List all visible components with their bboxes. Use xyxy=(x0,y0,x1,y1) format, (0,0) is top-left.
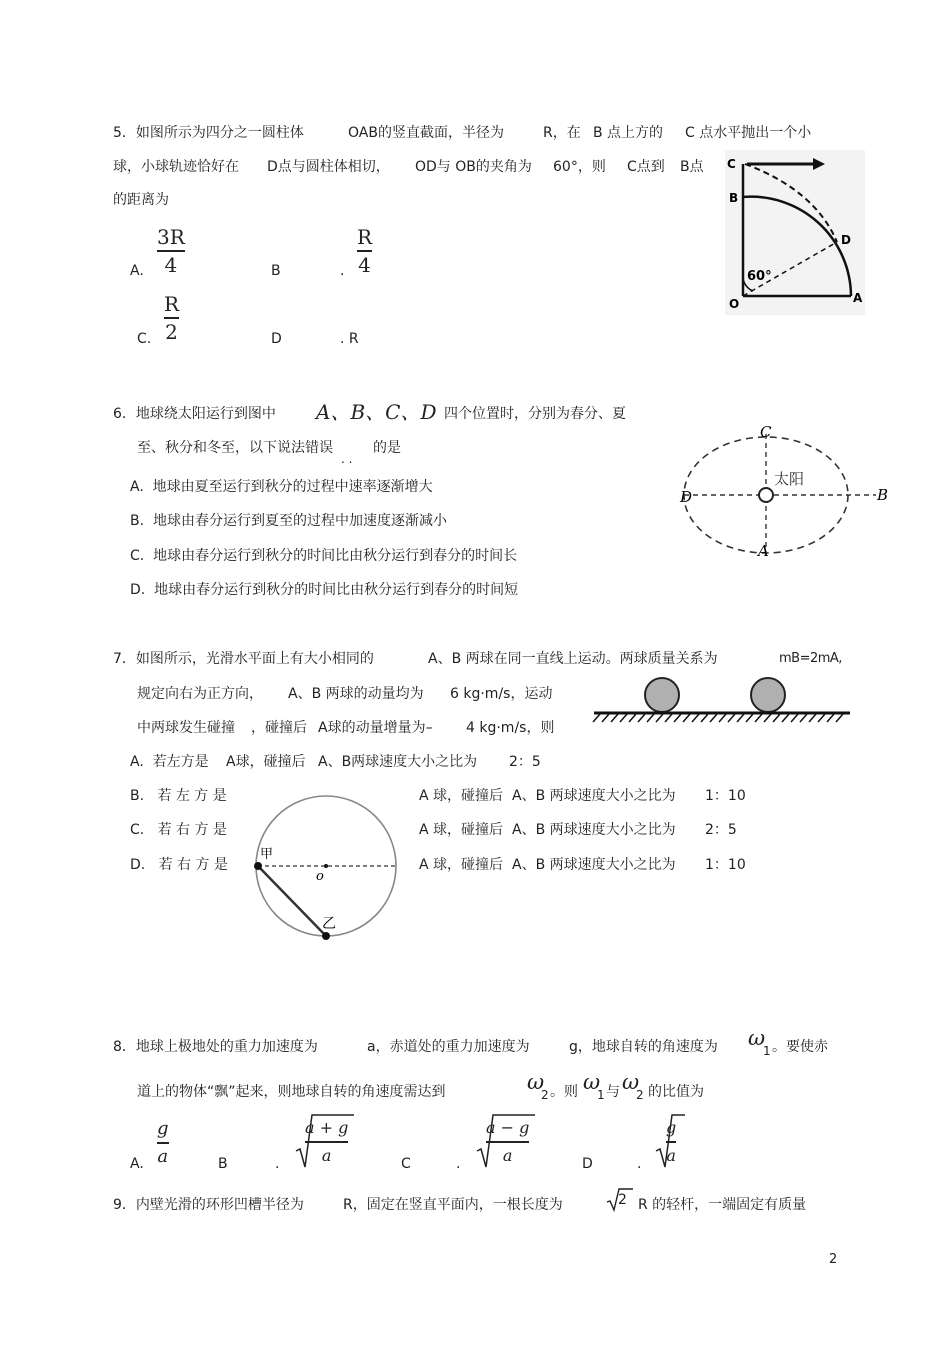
ground-hatch xyxy=(593,714,600,722)
q8-option-b-label: B xyxy=(218,1156,228,1172)
q8-text: 与 xyxy=(606,1084,620,1100)
sqrt-radicand: 2 xyxy=(618,1192,627,1208)
q7-text: 规定向右为正方向， xyxy=(137,686,263,702)
q8-option-a-label: A. xyxy=(130,1156,144,1172)
label-c: C xyxy=(727,157,736,171)
ground-hatch xyxy=(746,714,753,722)
numerator: g xyxy=(157,1118,169,1139)
ground-hatch xyxy=(638,714,645,722)
q7-option-d: A 球，碰撞后 xyxy=(419,857,504,873)
q7-option-a: 2：5 xyxy=(509,754,541,770)
q8-option-d-fraction xyxy=(666,1117,676,1167)
label-jia: 甲 xyxy=(260,847,274,862)
ground-hatch xyxy=(701,714,708,722)
ground-hatch xyxy=(656,714,663,722)
numerator: a + g xyxy=(305,1118,349,1137)
q7-option-c: C. 若 右 方 是 xyxy=(130,822,227,838)
q8-option-c-fraction xyxy=(486,1117,529,1167)
q7-option-d: A、B 两球速度大小之比为 xyxy=(512,857,676,873)
q5-text: D点与圆柱体相切， xyxy=(267,159,390,175)
ground-hatch xyxy=(764,714,771,722)
q5-text: OD与 OB的夹角为 xyxy=(415,159,532,175)
q7-text: A、B 两球的动量均为 xyxy=(288,686,424,702)
q5-text: 60°，则 xyxy=(553,159,606,175)
q5-option-a-label: A. xyxy=(130,263,144,279)
ground-hatch xyxy=(755,714,762,722)
q5-text: B 点上方的 xyxy=(593,125,664,141)
omega-1-symbol: ω xyxy=(583,1070,601,1094)
q5-option-b-dot: . xyxy=(340,263,345,279)
q8-option-b-dot: . xyxy=(275,1156,280,1172)
omega-2-symbol: ω xyxy=(527,1070,545,1094)
q5-text: C 点水平抛出一个小 xyxy=(685,125,812,141)
q8-text: 。要使赤 xyxy=(772,1039,828,1055)
q6-text: 四个位置时，分别为春分、夏 xyxy=(444,406,626,422)
q7-option-c: 2：5 xyxy=(705,822,737,838)
q7-text: 4 kg·m/s，则 xyxy=(466,720,555,736)
numerator: R xyxy=(164,292,180,316)
q9-text: R，固定在竖直平面内，一根长度为 xyxy=(343,1197,563,1213)
q7-text: 中两球发生碰撞 xyxy=(137,720,235,736)
q8-option-b-fraction xyxy=(305,1117,348,1167)
q7-option-d: D. 若 右 方 是 xyxy=(130,857,228,873)
q7-option-b: B. 若 左 方 是 xyxy=(130,788,227,804)
ground-hatch xyxy=(647,714,654,722)
label-d: D xyxy=(841,233,851,247)
q8-text: 8．地球上极地处的重力加速度为 xyxy=(113,1039,318,1055)
ground-hatch xyxy=(818,714,825,722)
q7-text: A、B 两球在同一直线上运动。两球质量关系为 xyxy=(428,651,718,667)
ground-hatch xyxy=(629,714,636,722)
label-d: D xyxy=(680,488,693,506)
denominator: a xyxy=(502,1145,513,1165)
denominator: 4 xyxy=(358,252,371,277)
q5-option-c-label: C. xyxy=(137,331,152,347)
ground-hatch xyxy=(719,714,726,722)
ground-hatch xyxy=(665,714,672,722)
q7-text: 7．如图所示，光滑水平面上有大小相同的 xyxy=(113,651,374,667)
q8-option-c-dot: . xyxy=(456,1156,461,1172)
q6-emphasis-dots: . . xyxy=(341,452,353,466)
q7-text: A球的动量增量为– xyxy=(318,720,433,736)
ground-hatch xyxy=(692,714,699,722)
numerator: 3R xyxy=(157,225,185,249)
q5-option-c-fraction xyxy=(164,293,179,343)
omega-2-subscript: 2 xyxy=(541,1088,549,1102)
q8-text: 的比值为 xyxy=(648,1084,704,1100)
q6-option-a: A. 地球由夏至运行到秋分的过程中速率逐渐增大 xyxy=(130,479,433,495)
q6-text: 6．地球绕太阳运行到图中 xyxy=(113,406,276,422)
label-a: A xyxy=(853,291,863,305)
q7-option-c: A、B 两球速度大小之比为 xyxy=(512,822,676,838)
ground-hatch xyxy=(773,714,780,722)
denominator: 2 xyxy=(165,319,178,344)
denominator: a xyxy=(666,1145,676,1165)
q7-circle-figure xyxy=(250,790,410,950)
q6-orbit-figure xyxy=(680,420,895,565)
ground-hatch xyxy=(683,714,690,722)
q7-option-a: A. 若左方是 xyxy=(130,754,209,770)
ground-hatch xyxy=(602,714,609,722)
ground-hatch xyxy=(809,714,816,722)
q9-text: 9．内壁光滑的环形凹槽半径为 xyxy=(113,1197,304,1213)
q5-text: OAB的竖直截面，半径为 xyxy=(348,125,504,141)
q8-text: a，赤道处的重力加速度为 xyxy=(367,1039,530,1055)
q7-text: ，碰撞后 xyxy=(251,720,307,736)
q7-option-b: 1：10 xyxy=(705,788,746,804)
q6-text: 至、秋分和冬至，以下说法错误 xyxy=(137,440,333,456)
omega-2-symbol: ω xyxy=(622,1070,640,1094)
ground-hatch xyxy=(611,714,618,722)
ground-hatch xyxy=(791,714,798,722)
numerator: R xyxy=(357,225,373,249)
page-number: 2 xyxy=(829,1252,838,1267)
q5-option-a-fraction xyxy=(157,226,185,276)
q5-text: R，在 xyxy=(543,125,581,141)
label-c: C xyxy=(760,423,772,441)
label-b: B xyxy=(877,486,889,504)
label-o: O xyxy=(729,297,740,311)
ground-hatch xyxy=(728,714,735,722)
q5-option-b-fraction xyxy=(357,226,372,276)
omega-2-subscript: 2 xyxy=(636,1088,644,1102)
ground-hatch xyxy=(836,714,843,722)
q6-option-d: D. 地球由春分运行到秋分的时间比由秋分运行到春分的时间短 xyxy=(130,582,519,598)
denominator: a xyxy=(321,1145,332,1165)
q7-option-c: A 球，碰撞后 xyxy=(419,822,504,838)
ground-hatch xyxy=(737,714,744,722)
q8-text: 道上的物体“飘”起来，则地球自转的角速度需达到 xyxy=(137,1084,446,1100)
q5-text: 的距离为 xyxy=(113,192,169,208)
q6-option-b: B. 地球由春分运行到夏至的过程中加速度逐渐减小 xyxy=(130,513,447,529)
q8-option-d-label: D xyxy=(582,1156,593,1172)
q8-text: 。则 xyxy=(550,1084,578,1100)
label-b: B xyxy=(729,191,739,205)
q5-quarter-cylinder-figure xyxy=(725,150,865,315)
q8-option-c-label: C xyxy=(401,1156,411,1172)
q8-option-d-dot: . xyxy=(637,1156,642,1172)
numerator: g xyxy=(666,1118,677,1137)
ground-hatch xyxy=(827,714,834,722)
label-yi: 乙 xyxy=(322,916,336,932)
denominator: 4 xyxy=(164,252,178,277)
omega-1-subscript: 1 xyxy=(763,1044,771,1058)
q5-text: C点到 xyxy=(627,159,665,175)
q6-option-c: C. 地球由春分运行到秋分的时间比由秋分运行到春分的时间长 xyxy=(130,548,518,564)
q7-option-a: A球，碰撞后 xyxy=(226,754,306,770)
q7-balls-figure xyxy=(592,676,852,724)
q7-option-b: A、B 两球速度大小之比为 xyxy=(512,788,676,804)
q8-text: g，地球自转的角速度为 xyxy=(569,1039,718,1055)
q6-text: 的是 xyxy=(373,440,401,456)
ground-hatch xyxy=(674,714,681,722)
q8-option-a-fraction xyxy=(157,1118,169,1168)
q5-option-b-label: B xyxy=(271,263,281,279)
omega-1-symbol: ω xyxy=(748,1026,766,1050)
ground-hatch xyxy=(710,714,717,722)
ground-hatch xyxy=(620,714,627,722)
denominator: a xyxy=(157,1145,169,1167)
q7-option-b: A 球，碰撞后 xyxy=(419,788,504,804)
q7-text: 6 kg·m/s，运动 xyxy=(450,686,553,702)
q6-position-letters: A、B、C、D xyxy=(316,400,437,424)
q5-text: B点 xyxy=(680,159,704,175)
q5-text: 5．如图所示为四分之一圆柱体 xyxy=(113,125,304,141)
ground-hatch xyxy=(782,714,789,722)
numerator: a − g xyxy=(486,1118,530,1137)
angle-label: 60° xyxy=(747,269,772,284)
q7-option-a: A、B两球速度大小之比为 xyxy=(318,754,478,770)
q7-option-d: 1：10 xyxy=(705,857,746,873)
label-a: A xyxy=(758,542,769,560)
q9-text: R 的轻杆，一端固定有质量 xyxy=(638,1197,807,1213)
ground-hatch xyxy=(800,714,807,722)
q7-mass-relation: mB=2mA, xyxy=(779,651,842,666)
q5-option-d-label: D xyxy=(271,331,282,347)
label-o: o xyxy=(316,869,324,884)
q5-option-d-text: . R xyxy=(340,331,359,347)
q5-text: 球，小球轨迹恰好在 xyxy=(113,159,239,175)
omega-1-subscript: 1 xyxy=(597,1088,605,1102)
sun-label: 太阳 xyxy=(774,470,805,488)
